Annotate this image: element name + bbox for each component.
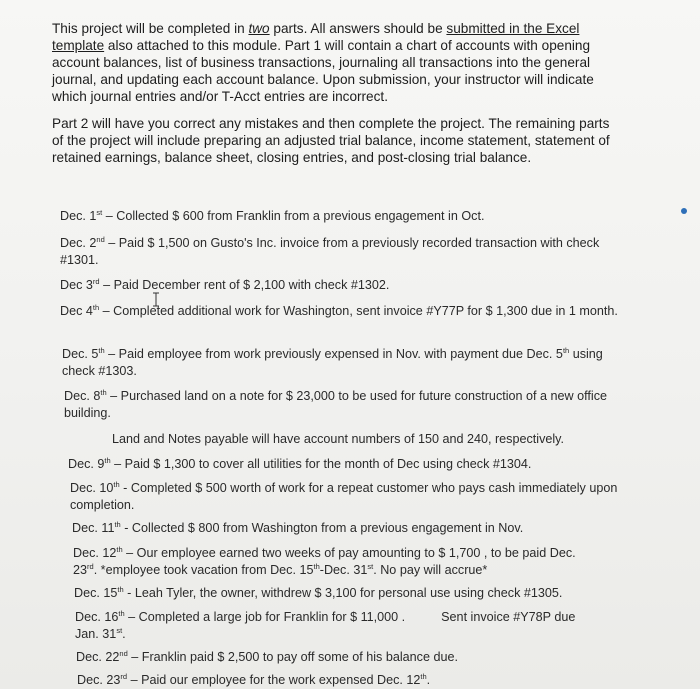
transaction-dec-2: Dec. 2nd – Paid $ 1,500 on Gusto's Inc. invoice from a previously recorded transaction with check #1301. [60, 235, 600, 267]
transaction-dec-5: Dec. 5th – Paid employee from work previously expensed in Nov. with payment due Dec. 5th using check #1303. [62, 346, 603, 378]
transaction-dec-12: Dec. 12th – Our employee earned two weeks of pay amounting to $ 1,700 , to be paid Dec. 23rd. *employee took vacation from Dec. 15th-Dec. 31st. No pay will accrue* [73, 545, 576, 577]
transaction-dec-9: Dec. 9th – Paid $ 1,300 to cover all utilities for the month of Dec using check #1304. [68, 456, 532, 471]
text-cursor-icon [152, 292, 160, 307]
transaction-dec-10: Dec. 10th - Completed $ 500 worth of work for a repeat customer who pays cash immediately upon completion. [70, 480, 618, 512]
intro-paragraph-2: Part 2 will have you correct any mistakes and then complete the project. The remaining parts of the project will include preparing an adjusted trial balance, income statement, statement of retained earnings, balance sheet, closing entries, and post-closing trial balance. [52, 116, 610, 165]
transaction-dec-16: Dec. 16th – Completed a large job for Franklin for $ 11,000 . Sent invoice #Y78P due Jan. 31st. [75, 609, 576, 641]
transaction-dec-8: Dec. 8th – Purchased land on a note for $ 23,000 to be used for future construction of a new office building. [64, 388, 608, 420]
transaction-dec-11: Dec. 11th - Collected $ 800 from Washington from a previous engagement in Nov. [72, 520, 524, 535]
transaction-dec-15: Dec. 15th - Leah Tyler, the owner, withdrew $ 3,100 for personal use using check #1305. [74, 585, 563, 600]
account-number-note: Land and Notes payable will have account numbers of 150 and 240, respectively. [112, 432, 565, 446]
blue-dot-marker [681, 208, 687, 214]
intro-section [52, 20, 622, 166]
transaction-dec-1: Dec. 1st – Collected $ 600 from Franklin from a previous engagement in Oct. [60, 208, 485, 223]
transaction-dec-4: Dec 4th – Completed additional work for Washington, sent invoice #Y77P for $ 1,300 due in 1 month. [60, 303, 618, 318]
intro-paragraph-1: This project will be completed in two parts. All answers should be submitted in the Excel template also attached to this module. Part 1 will contain a chart of accounts with opening account balances, list of business transactions, journaling all transactions into the general journal, and updating each account balance. Upon submission, your instructor will indicate which journal entries and/or T-Acct entries are incorrect. [52, 21, 594, 104]
transaction-dec-3: Dec 3rd – Paid December rent of $ 2,100 with check #1302. [60, 277, 390, 292]
transaction-dec-22: Dec. 22nd – Franklin paid $ 2,500 to pay off some of his balance due. [76, 649, 458, 664]
excel-template-note: submitted in the Excel template [52, 21, 580, 53]
emphasis-two: two [248, 21, 270, 36]
transaction-dec-23: Dec. 23rd – Paid our employee for the work expensed Dec. 12th. [77, 672, 431, 687]
